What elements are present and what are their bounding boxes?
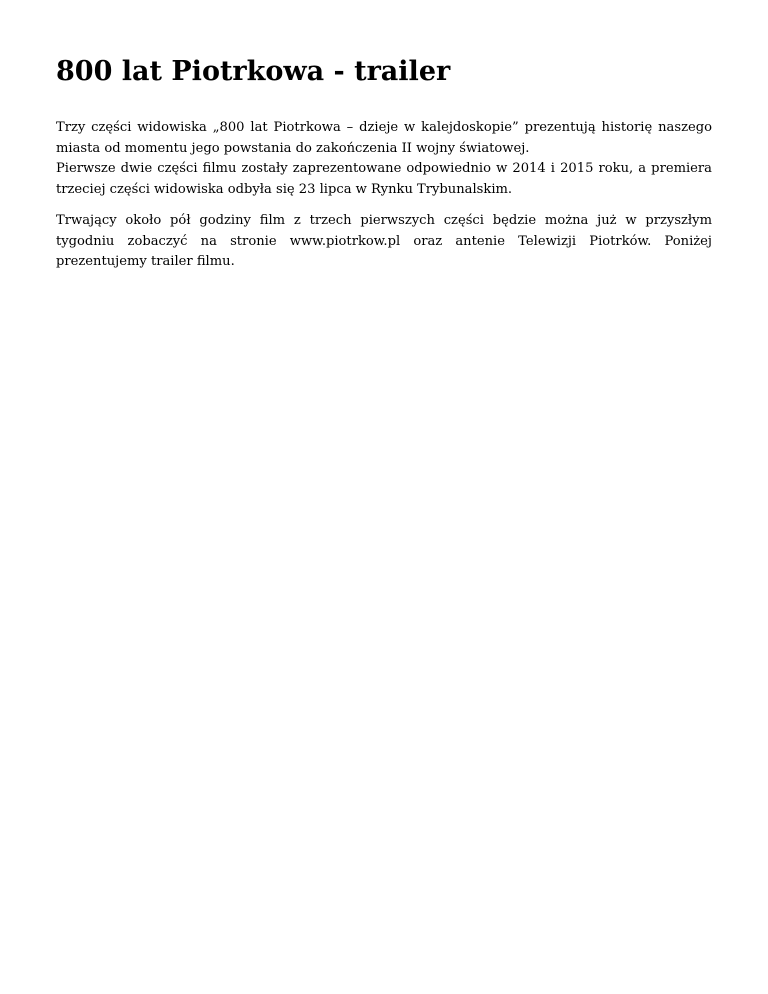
article — [56, 52, 712, 273]
paragraph-line: Trwający około pół godziny film z trzech pierwszych części będzie można już w przyszłym tygodniu zobaczyć na stronie www.piotrkow.pl oraz antenie Telewizji Piotrków. Poniżej prezentujemy trailer filmu. — [56, 213, 712, 269]
paragraph-line: Trzy części widowiska „800 lat Piotrkowa – dzieje w kalejdoskopie” prezentują historię naszego miasta od momentu jego powstania do zakończenia II wojny światowej. — [56, 120, 712, 156]
page-title: 800 lat Piotrkowa - trailer — [56, 56, 451, 87]
paragraph-trailer-info — [56, 211, 712, 273]
paragraph-intro — [56, 118, 712, 200]
article-body — [56, 118, 712, 273]
paragraph-line: Pierwsze dwie części filmu zostały zaprezentowane odpowiednio w 2014 i 2015 roku, a premiera trzeciej części widowiska odbyła się 23 lipca w Rynku Trybunalskim. — [56, 161, 712, 197]
